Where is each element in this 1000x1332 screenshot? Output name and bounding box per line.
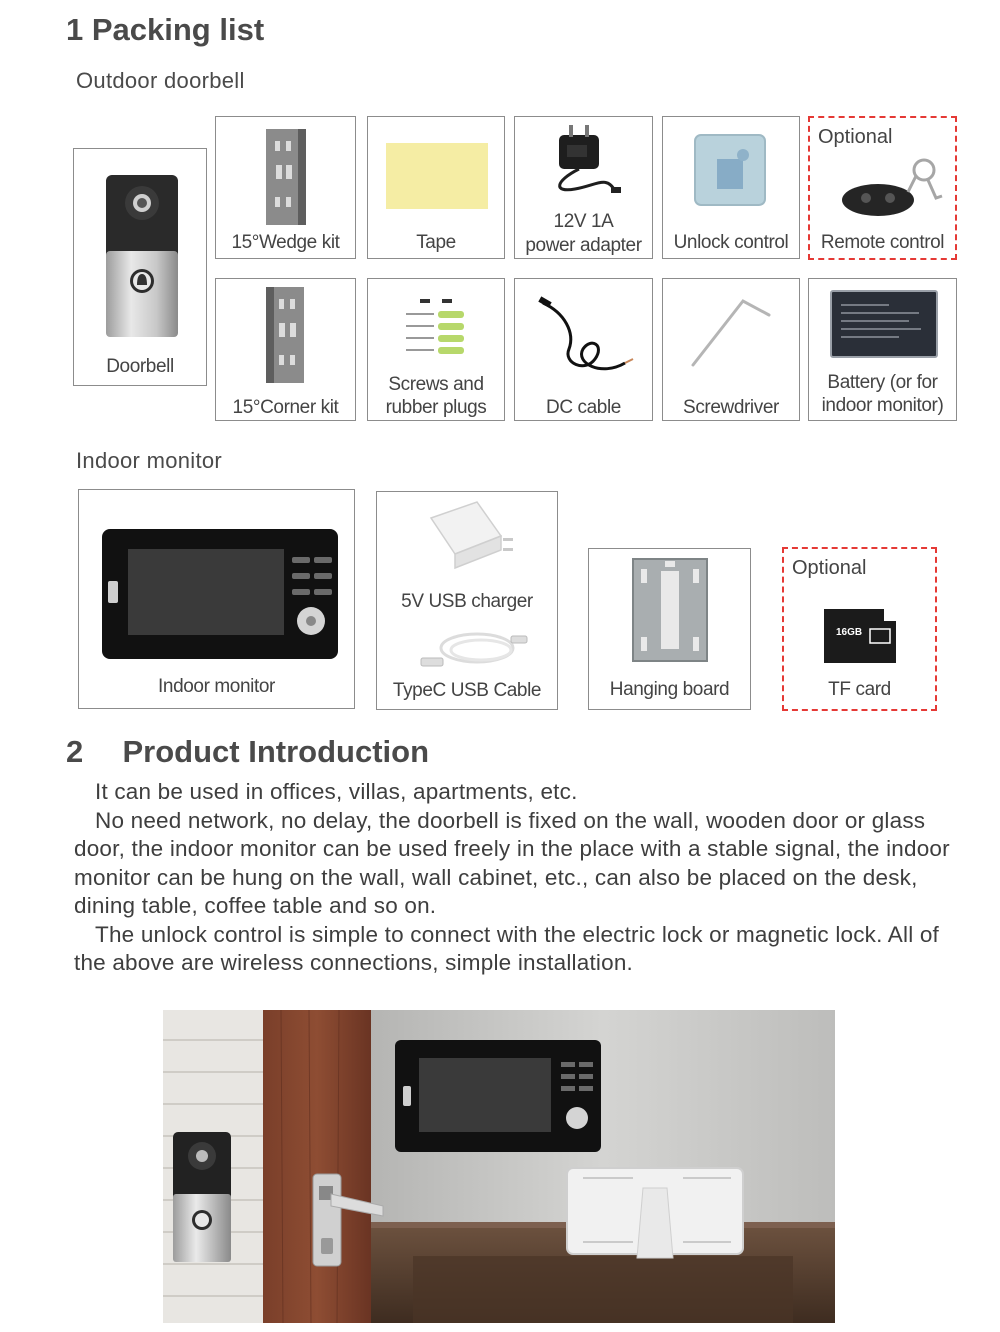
power-adapter-label-line2: power adapter <box>525 235 642 256</box>
battery-label-line1: Battery (or for <box>827 372 938 393</box>
doorbell-image <box>102 173 182 339</box>
intro-section-title: Product Introduction <box>122 734 430 769</box>
tf-card-image <box>822 607 898 665</box>
screws-item <box>367 278 505 421</box>
corner-kit-item <box>215 278 356 421</box>
corner-kit-label: 15°Corner kit <box>232 397 339 418</box>
tf-card-label: TF card <box>828 679 891 700</box>
doorbell-item <box>73 148 207 386</box>
typec-cable-label: TypeC USB Cable <box>392 680 542 701</box>
intro-paragraph-1: It can be used in offices, villas, apartments, etc. <box>95 779 578 804</box>
tf-card-capacity: 16GB <box>836 627 863 638</box>
wedge-kit-label: 15°Wedge kit <box>231 232 340 253</box>
usb-charger-label: 5V USB charger <box>401 591 533 612</box>
screwdriver-image <box>687 293 777 373</box>
charger-cable-item <box>376 491 558 710</box>
indoor-monitor-label: Indoor monitor <box>158 676 275 697</box>
tf-card-optional-tag: Optional <box>792 557 867 579</box>
installation-scene-image <box>163 1010 835 1323</box>
packing-list-title: 1 Packing list <box>66 12 265 47</box>
installation-scene-photo <box>163 1010 835 1323</box>
remote-control-item-optional <box>808 116 957 260</box>
corner-kit-image <box>264 285 308 385</box>
tape-image <box>386 143 488 209</box>
tape-item <box>367 116 505 259</box>
introduction-text <box>74 778 954 978</box>
wedge-kit-image <box>264 127 308 227</box>
remote-optional-tag: Optional <box>818 126 893 148</box>
unlock-control-image <box>691 131 771 211</box>
remote-control-image <box>824 146 948 226</box>
dc-cable-item <box>514 278 653 421</box>
battery-label-line2: indoor monitor) <box>821 395 944 416</box>
screws-label-line1: Screws and <box>388 374 484 395</box>
typec-cable-image <box>407 626 531 676</box>
tf-card-item-optional <box>782 547 937 711</box>
battery-item <box>808 278 957 421</box>
product-introduction-title <box>66 734 429 770</box>
wedge-kit-item <box>215 116 356 259</box>
remote-control-label: Remote control <box>820 232 945 253</box>
indoor-monitor-item <box>78 489 355 709</box>
screwdriver-item <box>662 278 800 421</box>
outdoor-doorbell-heading: Outdoor doorbell <box>76 68 245 93</box>
power-adapter-image <box>545 121 625 201</box>
power-adapter-item <box>514 116 653 259</box>
hanging-board-item <box>588 548 751 710</box>
dc-cable-label: DC cable <box>546 397 621 418</box>
usb-charger-image <box>421 498 515 572</box>
intro-paragraph-3: The unlock control is simple to connect with the electric lock or magnetic lock. All of the above are wireless connections, simple installation. <box>74 921 940 975</box>
hanging-board-image <box>627 555 713 665</box>
unlock-control-label: Unlock control <box>673 232 789 253</box>
dc-cable-image <box>535 293 635 383</box>
intro-section-number: 2 <box>66 734 84 769</box>
power-adapter-label-line1: 12V 1A <box>553 211 614 232</box>
intro-paragraph-2: No need network, no delay, the doorbell is fixed on the wall, wooden door or glass door, the indoor monitor can be used freely in the place with a stable signal, the indoor monitor can be hung on the wall, wall cabinet, etc., can also be placed on the desk, dining table, coffee table and so on. <box>74 807 950 918</box>
doorbell-label: Doorbell <box>106 356 174 377</box>
indoor-monitor-heading: Indoor monitor <box>76 448 223 473</box>
unlock-control-item <box>662 116 800 259</box>
battery-image <box>829 289 939 359</box>
screwdriver-label: Screwdriver <box>683 397 779 418</box>
screws-label-line2: rubber plugs <box>385 397 487 418</box>
tape-label: Tape <box>416 232 456 253</box>
hanging-board-label: Hanging board <box>609 679 730 700</box>
indoor-monitor-image <box>100 527 340 661</box>
screws-image <box>402 295 472 365</box>
